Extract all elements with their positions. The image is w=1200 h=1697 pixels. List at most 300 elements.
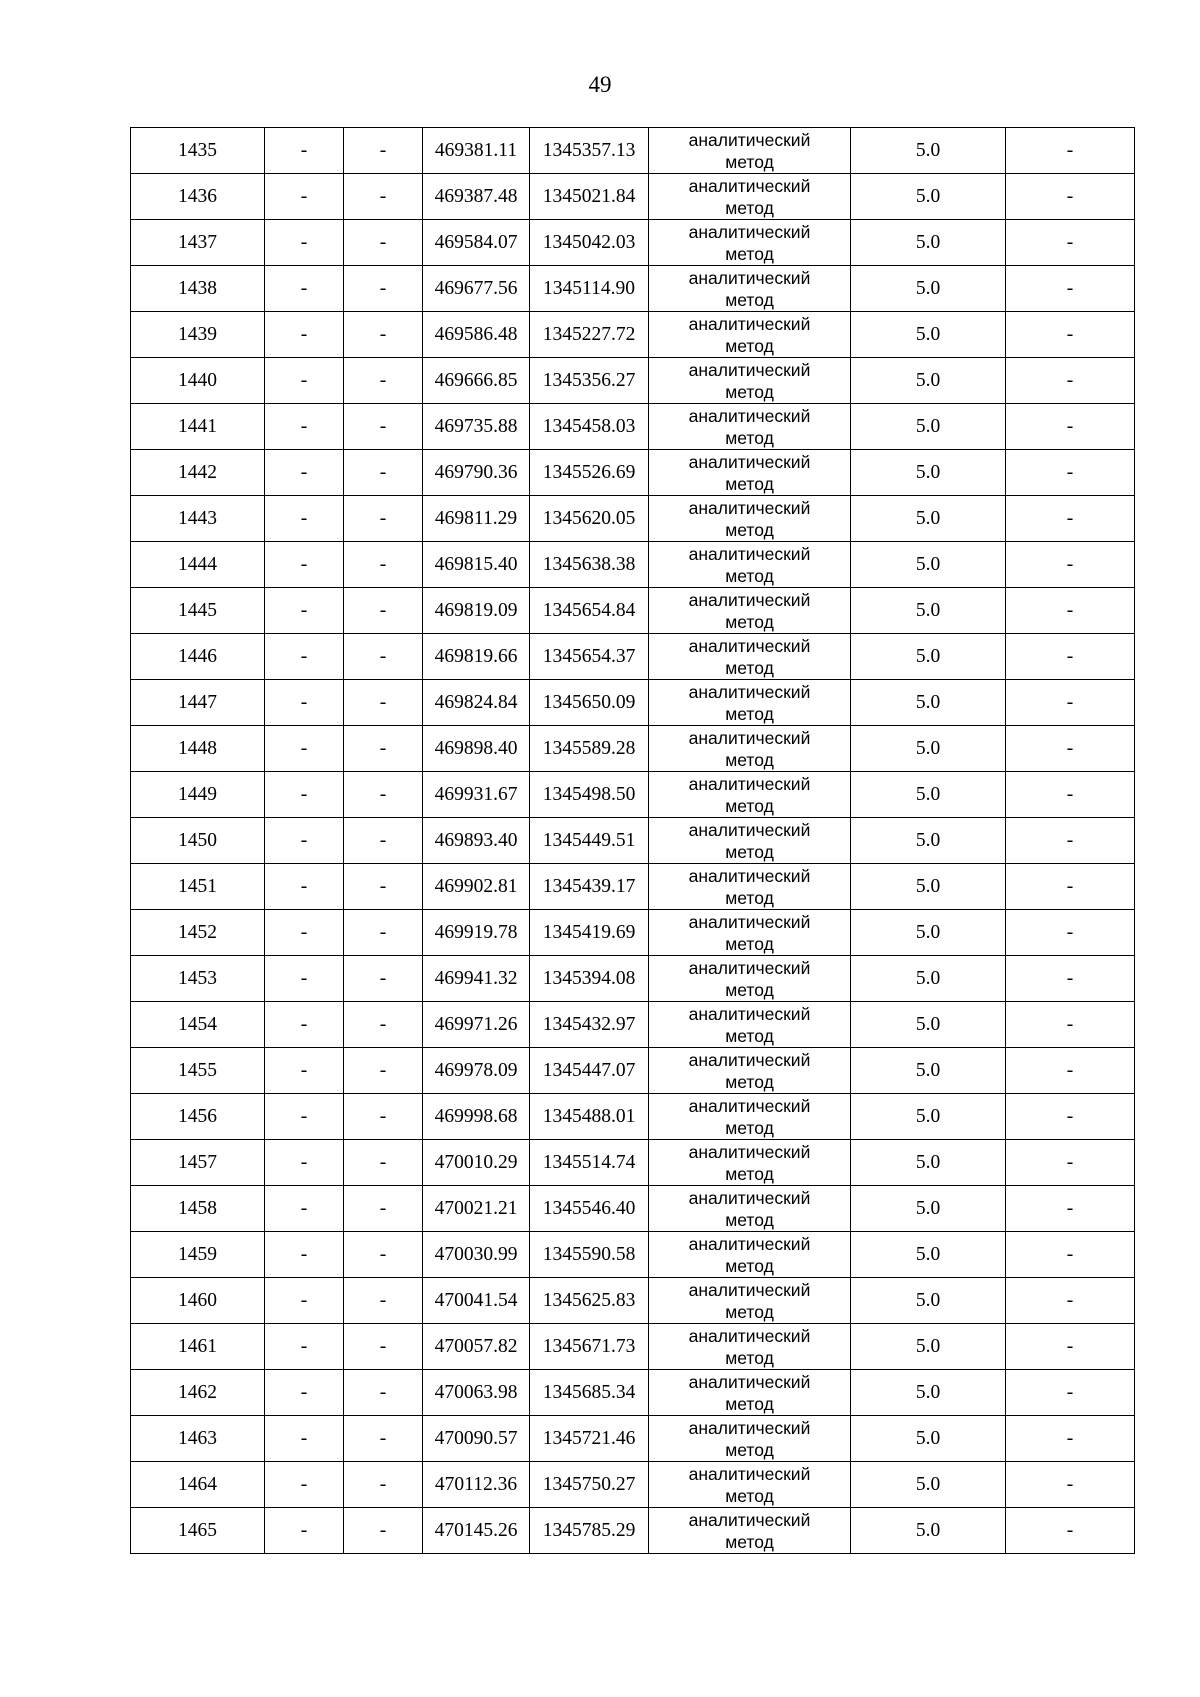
cell-x-coordinate: 469824.84	[423, 680, 530, 726]
cell-method	[649, 496, 851, 542]
cell-dash: -	[344, 634, 423, 680]
cell-x-coordinate: 470041.54	[423, 1278, 530, 1324]
method-line-1: аналитический	[688, 1141, 811, 1162]
cell-dash: -	[265, 1140, 344, 1186]
cell-point-number: 1449	[131, 772, 265, 818]
method-line-2: метод	[725, 1531, 774, 1552]
cell-method	[649, 1416, 851, 1462]
cell-point-number: 1455	[131, 1048, 265, 1094]
cell-x-coordinate: 469584.07	[423, 220, 530, 266]
method-line-2: метод	[725, 979, 774, 1000]
method-line-2: метод	[725, 887, 774, 908]
method-line-2: метод	[725, 1071, 774, 1092]
cell-y-coordinate: 1345654.84	[530, 588, 649, 634]
method-line-1: аналитический	[688, 1233, 811, 1254]
cell-accuracy: 5.0	[851, 1278, 1006, 1324]
method-line-1: аналитический	[688, 1049, 811, 1070]
coordinates-table	[130, 127, 1135, 1554]
cell-dash: -	[1006, 864, 1135, 910]
table-row	[131, 1324, 1135, 1370]
cell-dash: -	[344, 1416, 423, 1462]
cell-dash: -	[1006, 772, 1135, 818]
cell-accuracy: 5.0	[851, 1186, 1006, 1232]
cell-dash: -	[1006, 1416, 1135, 1462]
cell-method	[649, 542, 851, 588]
method-line-1: аналитический	[688, 773, 811, 794]
table-row	[131, 1462, 1135, 1508]
cell-dash: -	[265, 1232, 344, 1278]
cell-point-number: 1453	[131, 956, 265, 1002]
cell-y-coordinate: 1345671.73	[530, 1324, 649, 1370]
method-line-2: метод	[725, 841, 774, 862]
table-row	[131, 312, 1135, 358]
method-line-2: метод	[725, 1439, 774, 1460]
cell-accuracy: 5.0	[851, 174, 1006, 220]
cell-point-number: 1436	[131, 174, 265, 220]
method-line-2: метод	[725, 1301, 774, 1322]
cell-method	[649, 634, 851, 680]
method-line-2: метод	[725, 1209, 774, 1230]
method-line-2: метод	[725, 381, 774, 402]
cell-method	[649, 1140, 851, 1186]
method-line-2: метод	[725, 519, 774, 540]
cell-dash: -	[265, 772, 344, 818]
cell-x-coordinate: 469941.32	[423, 956, 530, 1002]
cell-dash: -	[344, 1186, 423, 1232]
cell-dash: -	[265, 726, 344, 772]
cell-dash: -	[265, 404, 344, 450]
cell-point-number: 1452	[131, 910, 265, 956]
cell-y-coordinate: 1345042.03	[530, 220, 649, 266]
cell-x-coordinate: 470063.98	[423, 1370, 530, 1416]
cell-dash: -	[344, 1370, 423, 1416]
table-row	[131, 772, 1135, 818]
cell-method	[649, 1508, 851, 1554]
cell-x-coordinate: 469971.26	[423, 1002, 530, 1048]
method-line-2: метод	[725, 151, 774, 172]
cell-dash: -	[265, 174, 344, 220]
cell-y-coordinate: 1345514.74	[530, 1140, 649, 1186]
cell-dash: -	[344, 1278, 423, 1324]
cell-x-coordinate: 470010.29	[423, 1140, 530, 1186]
cell-point-number: 1446	[131, 634, 265, 680]
cell-accuracy: 5.0	[851, 1140, 1006, 1186]
cell-dash: -	[344, 1002, 423, 1048]
cell-x-coordinate: 469387.48	[423, 174, 530, 220]
cell-dash: -	[1006, 404, 1135, 450]
cell-dash: -	[1006, 450, 1135, 496]
table-row	[131, 220, 1135, 266]
cell-method	[649, 1278, 851, 1324]
method-line-1: аналитический	[688, 1325, 811, 1346]
cell-dash: -	[265, 588, 344, 634]
cell-point-number: 1441	[131, 404, 265, 450]
cell-method	[649, 1462, 851, 1508]
cell-accuracy: 5.0	[851, 404, 1006, 450]
method-line-1: аналитический	[688, 497, 811, 518]
cell-y-coordinate: 1345750.27	[530, 1462, 649, 1508]
method-line-1: аналитический	[688, 911, 811, 932]
method-line-1: аналитический	[688, 543, 811, 564]
cell-accuracy: 5.0	[851, 312, 1006, 358]
cell-dash: -	[344, 588, 423, 634]
cell-x-coordinate: 470145.26	[423, 1508, 530, 1554]
cell-dash: -	[265, 1186, 344, 1232]
cell-x-coordinate: 469902.81	[423, 864, 530, 910]
method-line-1: аналитический	[688, 727, 811, 748]
method-line-2: метод	[725, 1393, 774, 1414]
cell-accuracy: 5.0	[851, 1416, 1006, 1462]
cell-y-coordinate: 1345546.40	[530, 1186, 649, 1232]
method-line-1: аналитический	[688, 359, 811, 380]
cell-accuracy: 5.0	[851, 726, 1006, 772]
method-line-1: аналитический	[688, 1509, 811, 1530]
table-row	[131, 1048, 1135, 1094]
cell-method	[649, 128, 851, 174]
table-row	[131, 910, 1135, 956]
table-row	[131, 1416, 1135, 1462]
cell-x-coordinate: 469666.85	[423, 358, 530, 404]
table-row	[131, 1186, 1135, 1232]
cell-x-coordinate: 470057.82	[423, 1324, 530, 1370]
table-row	[131, 1002, 1135, 1048]
cell-dash: -	[1006, 266, 1135, 312]
table-row	[131, 956, 1135, 1002]
method-line-2: метод	[725, 1025, 774, 1046]
cell-x-coordinate: 469381.11	[423, 128, 530, 174]
cell-dash: -	[344, 956, 423, 1002]
cell-method	[649, 588, 851, 634]
method-line-2: метод	[725, 611, 774, 632]
method-line-1: аналитический	[688, 175, 811, 196]
method-line-2: метод	[725, 795, 774, 816]
cell-dash: -	[344, 1508, 423, 1554]
cell-dash: -	[265, 358, 344, 404]
cell-x-coordinate: 469677.56	[423, 266, 530, 312]
cell-point-number: 1460	[131, 1278, 265, 1324]
cell-accuracy: 5.0	[851, 956, 1006, 1002]
cell-method	[649, 818, 851, 864]
method-line-2: метод	[725, 335, 774, 356]
cell-dash: -	[344, 864, 423, 910]
cell-dash: -	[344, 266, 423, 312]
cell-dash: -	[1006, 726, 1135, 772]
cell-y-coordinate: 1345526.69	[530, 450, 649, 496]
cell-dash: -	[344, 1094, 423, 1140]
method-line-1: аналитический	[688, 405, 811, 426]
cell-dash: -	[1006, 496, 1135, 542]
cell-accuracy: 5.0	[851, 588, 1006, 634]
cell-dash: -	[1006, 1002, 1135, 1048]
cell-dash: -	[1006, 818, 1135, 864]
cell-y-coordinate: 1345650.09	[530, 680, 649, 726]
cell-dash: -	[1006, 1462, 1135, 1508]
cell-dash: -	[344, 174, 423, 220]
cell-point-number: 1451	[131, 864, 265, 910]
cell-method	[649, 680, 851, 726]
cell-dash: -	[1006, 312, 1135, 358]
cell-y-coordinate: 1345498.50	[530, 772, 649, 818]
method-line-2: метод	[725, 243, 774, 264]
cell-method	[649, 220, 851, 266]
table-row	[131, 1278, 1135, 1324]
table-row	[131, 450, 1135, 496]
cell-x-coordinate: 469819.66	[423, 634, 530, 680]
cell-x-coordinate: 469815.40	[423, 542, 530, 588]
cell-dash: -	[265, 956, 344, 1002]
cell-x-coordinate: 470030.99	[423, 1232, 530, 1278]
cell-accuracy: 5.0	[851, 1094, 1006, 1140]
cell-method	[649, 450, 851, 496]
cell-point-number: 1454	[131, 1002, 265, 1048]
table-row	[131, 864, 1135, 910]
cell-dash: -	[265, 1508, 344, 1554]
cell-accuracy: 5.0	[851, 220, 1006, 266]
method-line-1: аналитический	[688, 1187, 811, 1208]
cell-point-number: 1465	[131, 1508, 265, 1554]
cell-y-coordinate: 1345394.08	[530, 956, 649, 1002]
method-line-1: аналитический	[688, 681, 811, 702]
cell-method	[649, 312, 851, 358]
method-line-1: аналитический	[688, 1003, 811, 1024]
method-line-2: метод	[725, 657, 774, 678]
method-line-2: метод	[725, 1255, 774, 1276]
cell-method	[649, 1186, 851, 1232]
cell-dash: -	[344, 1232, 423, 1278]
cell-x-coordinate: 469811.29	[423, 496, 530, 542]
cell-accuracy: 5.0	[851, 818, 1006, 864]
cell-method	[649, 404, 851, 450]
cell-point-number: 1456	[131, 1094, 265, 1140]
cell-point-number: 1435	[131, 128, 265, 174]
cell-point-number: 1459	[131, 1232, 265, 1278]
table-row	[131, 496, 1135, 542]
cell-accuracy: 5.0	[851, 1048, 1006, 1094]
cell-dash: -	[344, 220, 423, 266]
cell-dash: -	[265, 450, 344, 496]
cell-point-number: 1463	[131, 1416, 265, 1462]
cell-point-number: 1444	[131, 542, 265, 588]
cell-point-number: 1462	[131, 1370, 265, 1416]
cell-accuracy: 5.0	[851, 266, 1006, 312]
cell-dash: -	[344, 1048, 423, 1094]
cell-y-coordinate: 1345620.05	[530, 496, 649, 542]
cell-dash: -	[265, 634, 344, 680]
cell-x-coordinate: 469735.88	[423, 404, 530, 450]
cell-point-number: 1464	[131, 1462, 265, 1508]
cell-x-coordinate: 470112.36	[423, 1462, 530, 1508]
cell-y-coordinate: 1345419.69	[530, 910, 649, 956]
cell-accuracy: 5.0	[851, 1462, 1006, 1508]
cell-point-number: 1450	[131, 818, 265, 864]
cell-dash: -	[344, 818, 423, 864]
cell-dash: -	[265, 1416, 344, 1462]
cell-dash: -	[1006, 634, 1135, 680]
cell-dash: -	[1006, 910, 1135, 956]
table-row	[131, 128, 1135, 174]
cell-accuracy: 5.0	[851, 358, 1006, 404]
cell-x-coordinate: 469898.40	[423, 726, 530, 772]
cell-x-coordinate: 469586.48	[423, 312, 530, 358]
cell-dash: -	[1006, 1094, 1135, 1140]
table-row	[131, 818, 1135, 864]
cell-dash: -	[1006, 1278, 1135, 1324]
method-line-1: аналитический	[688, 865, 811, 886]
cell-y-coordinate: 1345458.03	[530, 404, 649, 450]
cell-dash: -	[265, 1048, 344, 1094]
cell-method	[649, 1048, 851, 1094]
cell-dash: -	[265, 496, 344, 542]
cell-method	[649, 1094, 851, 1140]
cell-dash: -	[344, 128, 423, 174]
cell-dash: -	[1006, 1232, 1135, 1278]
cell-y-coordinate: 1345449.51	[530, 818, 649, 864]
method-line-2: метод	[725, 749, 774, 770]
method-line-1: аналитический	[688, 1095, 811, 1116]
cell-accuracy: 5.0	[851, 496, 1006, 542]
cell-dash: -	[265, 680, 344, 726]
cell-y-coordinate: 1345356.27	[530, 358, 649, 404]
cell-x-coordinate: 469919.78	[423, 910, 530, 956]
table-row	[131, 680, 1135, 726]
cell-dash: -	[344, 496, 423, 542]
cell-point-number: 1440	[131, 358, 265, 404]
method-line-1: аналитический	[688, 129, 811, 150]
cell-dash: -	[344, 726, 423, 772]
cell-dash: -	[265, 910, 344, 956]
cell-y-coordinate: 1345721.46	[530, 1416, 649, 1462]
cell-method	[649, 266, 851, 312]
method-line-2: метод	[725, 427, 774, 448]
cell-y-coordinate: 1345447.07	[530, 1048, 649, 1094]
cell-method	[649, 864, 851, 910]
cell-y-coordinate: 1345654.37	[530, 634, 649, 680]
method-line-2: метод	[725, 473, 774, 494]
cell-point-number: 1461	[131, 1324, 265, 1370]
cell-dash: -	[1006, 1186, 1135, 1232]
cell-dash: -	[344, 772, 423, 818]
cell-dash: -	[1006, 1370, 1135, 1416]
table-row	[131, 634, 1135, 680]
method-line-1: аналитический	[688, 1463, 811, 1484]
method-line-1: аналитический	[688, 451, 811, 472]
cell-dash: -	[344, 358, 423, 404]
table-row	[131, 1140, 1135, 1186]
method-line-2: метод	[725, 565, 774, 586]
cell-dash: -	[344, 680, 423, 726]
method-line-2: метод	[725, 703, 774, 724]
cell-dash: -	[344, 312, 423, 358]
method-line-1: аналитический	[688, 1279, 811, 1300]
table-row	[131, 1094, 1135, 1140]
cell-accuracy: 5.0	[851, 450, 1006, 496]
table-row	[131, 174, 1135, 220]
cell-method	[649, 910, 851, 956]
cell-accuracy: 5.0	[851, 1002, 1006, 1048]
method-line-1: аналитический	[688, 1371, 811, 1392]
cell-x-coordinate: 469978.09	[423, 1048, 530, 1094]
cell-accuracy: 5.0	[851, 542, 1006, 588]
method-line-1: аналитический	[688, 957, 811, 978]
method-line-2: метод	[725, 1117, 774, 1138]
cell-x-coordinate: 469790.36	[423, 450, 530, 496]
cell-dash: -	[1006, 1140, 1135, 1186]
method-line-2: метод	[725, 933, 774, 954]
cell-dash: -	[1006, 128, 1135, 174]
cell-dash: -	[265, 1278, 344, 1324]
cell-dash: -	[344, 1462, 423, 1508]
cell-y-coordinate: 1345589.28	[530, 726, 649, 772]
method-line-2: метод	[725, 1163, 774, 1184]
cell-point-number: 1443	[131, 496, 265, 542]
method-line-1: аналитический	[688, 267, 811, 288]
cell-y-coordinate: 1345432.97	[530, 1002, 649, 1048]
cell-dash: -	[265, 864, 344, 910]
table-row	[131, 588, 1135, 634]
cell-dash: -	[265, 266, 344, 312]
cell-method	[649, 1002, 851, 1048]
cell-point-number: 1458	[131, 1186, 265, 1232]
cell-dash: -	[265, 128, 344, 174]
method-line-2: метод	[725, 1485, 774, 1506]
cell-accuracy: 5.0	[851, 1324, 1006, 1370]
cell-y-coordinate: 1345227.72	[530, 312, 649, 358]
cell-point-number: 1442	[131, 450, 265, 496]
cell-method	[649, 1232, 851, 1278]
method-line-1: аналитический	[688, 313, 811, 334]
cell-dash: -	[265, 1002, 344, 1048]
table-row	[131, 358, 1135, 404]
cell-x-coordinate: 469931.67	[423, 772, 530, 818]
cell-method	[649, 726, 851, 772]
cell-y-coordinate: 1345625.83	[530, 1278, 649, 1324]
cell-dash: -	[1006, 1508, 1135, 1554]
table-row	[131, 1232, 1135, 1278]
table-row	[131, 266, 1135, 312]
table-row	[131, 1508, 1135, 1554]
cell-dash: -	[1006, 174, 1135, 220]
cell-accuracy: 5.0	[851, 1508, 1006, 1554]
cell-dash: -	[1006, 220, 1135, 266]
cell-dash: -	[1006, 542, 1135, 588]
cell-x-coordinate: 470021.21	[423, 1186, 530, 1232]
cell-x-coordinate: 469819.09	[423, 588, 530, 634]
cell-dash: -	[1006, 588, 1135, 634]
cell-accuracy: 5.0	[851, 1232, 1006, 1278]
cell-point-number: 1439	[131, 312, 265, 358]
cell-point-number: 1438	[131, 266, 265, 312]
cell-accuracy: 5.0	[851, 864, 1006, 910]
cell-point-number: 1448	[131, 726, 265, 772]
method-line-2: метод	[725, 289, 774, 310]
cell-y-coordinate: 1345685.34	[530, 1370, 649, 1416]
cell-dash: -	[344, 1324, 423, 1370]
cell-y-coordinate: 1345488.01	[530, 1094, 649, 1140]
method-line-1: аналитический	[688, 1417, 811, 1438]
cell-dash: -	[344, 910, 423, 956]
cell-dash: -	[1006, 680, 1135, 726]
cell-dash: -	[1006, 358, 1135, 404]
cell-y-coordinate: 1345021.84	[530, 174, 649, 220]
cell-dash: -	[1006, 956, 1135, 1002]
cell-dash: -	[265, 312, 344, 358]
cell-x-coordinate: 469893.40	[423, 818, 530, 864]
cell-accuracy: 5.0	[851, 680, 1006, 726]
cell-dash: -	[265, 1324, 344, 1370]
cell-method	[649, 956, 851, 1002]
cell-accuracy: 5.0	[851, 634, 1006, 680]
table-row	[131, 404, 1135, 450]
